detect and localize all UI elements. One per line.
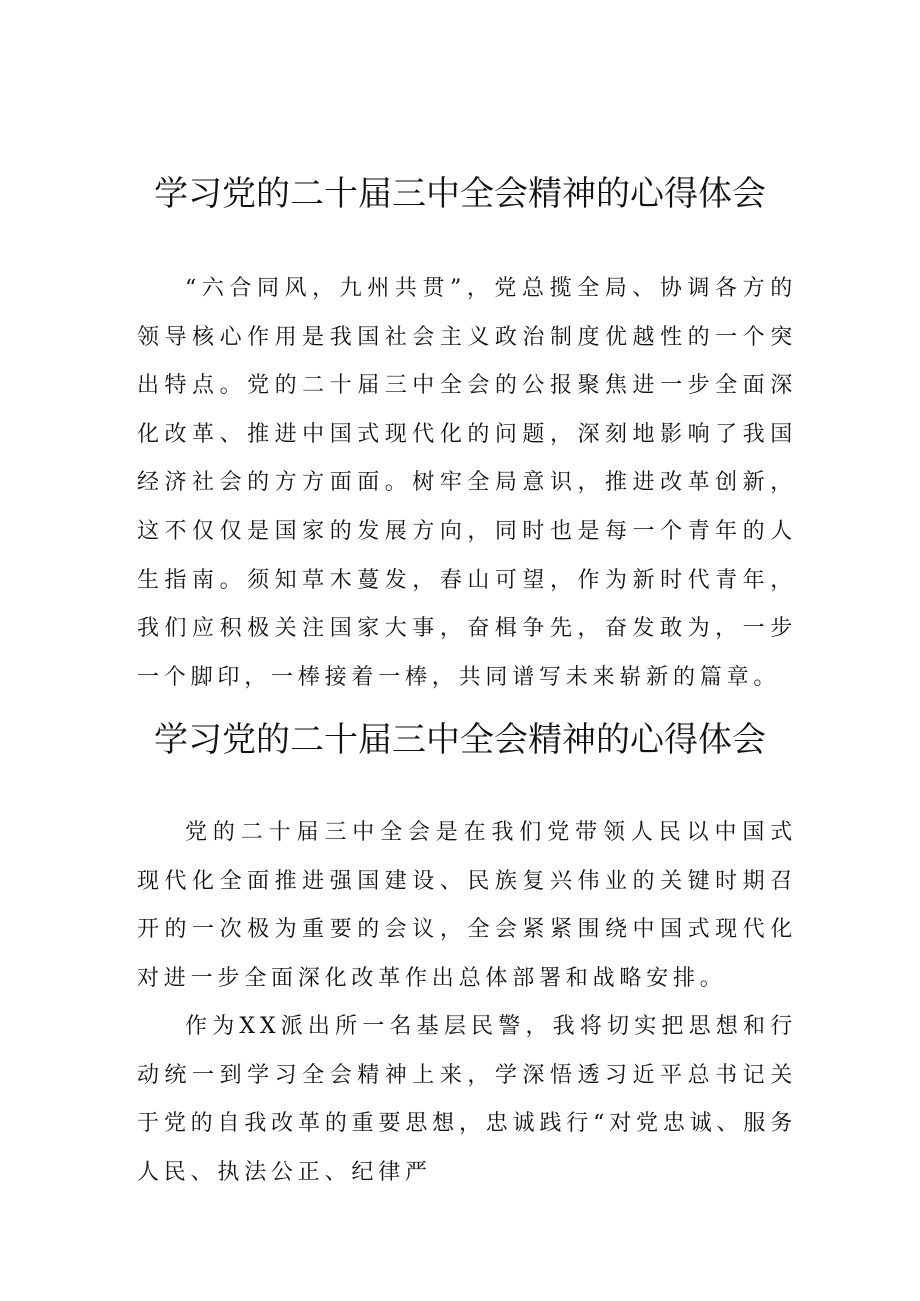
section-2-paragraph-1: 党的二十届三中全会是在我们党带领人民以中国式现代化全面推进强国建设、民族复兴伟业的关键时期召开的一次极为重要的会议，全会紧紧围绕中国式现代化对进一步全面深化改革作出总体部署和战略安排。 [137,820,797,991]
section-2-paragraph-2: 作为XX派出所一名基层民警，我将切实把思想和行动统一到学习全会精神上来，学深悟透习近平总书记关于党的自我改革的重要思想，忠诚践行“对党忠诚、服务人民、执法公正、纪律严 [137,1014,797,1185]
section-1-title: 学习党的二十届三中全会精神的心得体会 [154,174,766,214]
section-2-title: 学习党的二十届三中全会精神的心得体会 [154,720,766,760]
section-1-paragraph-1: “六合同风，九州共贯”，党总揽全局、协调各方的领导核心作用是我国社会主义政治制度优越性的一个突出特点。党的二十届三中全会的公报聚焦进一步全面深化改革、推进中国式现代化的问题，深刻地影响了我国经济社会的方方面面。树牢全局意识，推进改革创新，这不仅仅是国家的发展方向，同时也是每一个青年的人生指南。须知草木蔓发，春山可望，作为新时代青年，我们应积极关注国家大事，奋楫争先，奋发敢为，一步一个脚印，一棒接着一棒，共同谱写未来崭新的篇章。 [137,276,797,690]
